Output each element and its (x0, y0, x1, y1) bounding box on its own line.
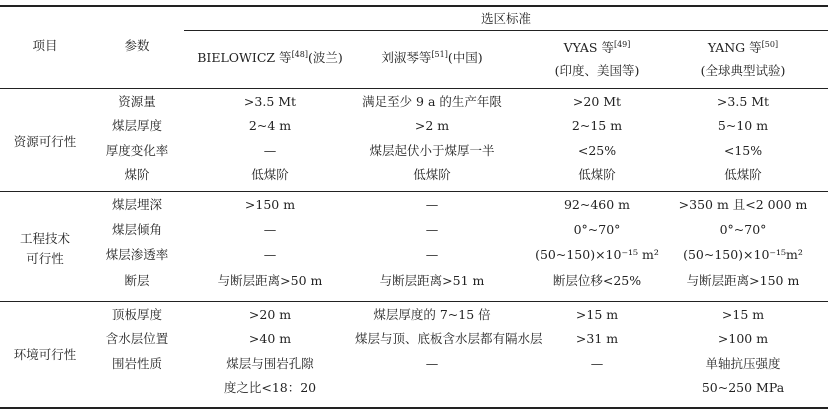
row-value: — (590, 356, 604, 371)
group-name-1: 工程技术 (19, 231, 70, 246)
row-value: 与断层距离>150 m (686, 273, 800, 288)
row-value: >15 m (721, 307, 765, 322)
row-param: 含水层位置 (105, 331, 169, 346)
row-value: 煤层起伏小于煤厚一半 (369, 143, 495, 158)
source-name: 刘淑琴等 (381, 50, 432, 65)
header-source-2 (522, 40, 672, 56)
row-value: — (263, 247, 277, 262)
row-param: 顶板厚度 (111, 307, 162, 322)
row-value: 与断层距离>50 m (217, 273, 323, 288)
row-value: (50~150)×10⁻¹⁵m² (683, 247, 803, 262)
source-ref: [49] (613, 39, 631, 49)
row-param: 煤层倾角 (111, 222, 162, 237)
group-underline (184, 30, 828, 31)
row-value: 煤层厚度的 7~15 倍 (373, 307, 491, 322)
row-value: >150 m (244, 197, 296, 212)
section-rule-2 (0, 301, 828, 302)
source-ref: [50] (761, 39, 779, 49)
row-value: — (263, 143, 277, 158)
header-param: 参数 (124, 38, 150, 53)
header-source-3-region: (全球典型试验) (700, 63, 786, 78)
row-value: >40 m (248, 331, 292, 346)
group-name-0: 资源可行性 (13, 134, 77, 149)
row-value: 92~460 m (563, 197, 631, 212)
header-source-3 (668, 40, 818, 56)
row-value: — (263, 222, 277, 237)
source-ref: [51] (431, 49, 448, 59)
source-ref: [48] (291, 49, 308, 59)
row-value: >350 m 且<2 000 m (678, 197, 808, 212)
row-value: >15 m (575, 307, 619, 322)
row-value: >20 m (248, 307, 292, 322)
row-value: 单轴抗压强度 (705, 356, 781, 371)
top-rule (0, 5, 828, 7)
row-value-line2: 50~250 MPa (701, 380, 785, 395)
header-source-2-region: (印度、美国等) (554, 63, 640, 78)
row-value: 与断层距离>51 m (379, 273, 485, 288)
group-name-1-line2: 可行性 (26, 251, 64, 266)
row-value: >3.5 Mt (243, 94, 297, 109)
row-value: 5~10 m (717, 118, 769, 133)
row-value: 煤层与围岩孔隙 (226, 356, 314, 371)
row-value: >20 Mt (572, 94, 622, 109)
row-value: (50~150)×10⁻¹⁵ m² (535, 247, 659, 262)
row-value: 断层位移<25% (552, 273, 642, 288)
row-value: 满足至少 9 a 的生产年限 (362, 94, 502, 109)
row-value: <15% (723, 143, 763, 158)
header-rule (0, 88, 828, 89)
group-name-2: 环境可行性 (13, 347, 77, 362)
source-name: YANG 等 (707, 40, 762, 55)
header-item: 项目 (32, 38, 58, 53)
row-value: 低煤阶 (578, 167, 616, 182)
row-value: 低煤阶 (724, 167, 762, 182)
row-value: 0°~70° (573, 222, 621, 237)
row-param: 断层 (124, 273, 150, 288)
row-value: 0°~70° (719, 222, 767, 237)
source-name: BIELOWICZ 等 (197, 50, 292, 65)
source-name: VYAS 等 (563, 40, 614, 55)
header-source-0 (185, 50, 355, 66)
row-param: 煤层厚度 (111, 118, 162, 133)
row-value: 2~4 m (248, 118, 292, 133)
row-value: — (425, 356, 439, 371)
row-value: >2 m (414, 118, 450, 133)
row-param: 资源量 (118, 94, 156, 109)
row-value: >31 m (575, 331, 619, 346)
source-region: (中国) (447, 50, 483, 65)
row-param: 煤层埋深 (111, 197, 162, 212)
bottom-rule (0, 407, 828, 409)
row-value: — (425, 222, 439, 237)
source-region: (波兰) (307, 50, 343, 65)
row-param: 围岩性质 (111, 356, 162, 371)
row-value: >100 m (717, 331, 769, 346)
row-param: 煤阶 (124, 167, 150, 182)
row-value: 煤层与顶、底板含水层都有隔水层 (355, 331, 543, 346)
row-value: — (425, 197, 439, 212)
row-value-line2: 度之比<18：20 (223, 380, 317, 395)
header-group: 选区标准 (480, 11, 531, 26)
row-value: 低煤阶 (251, 167, 289, 182)
row-value: 2~15 m (571, 118, 623, 133)
section-rule-1 (0, 191, 828, 192)
row-value: — (425, 247, 439, 262)
row-value: >3.5 Mt (716, 94, 770, 109)
row-param: 煤层渗透率 (105, 247, 169, 262)
header-source-1 (355, 50, 509, 66)
row-param: 厚度变化率 (105, 143, 169, 158)
row-value: 低煤阶 (413, 167, 451, 182)
row-value: <25% (577, 143, 617, 158)
